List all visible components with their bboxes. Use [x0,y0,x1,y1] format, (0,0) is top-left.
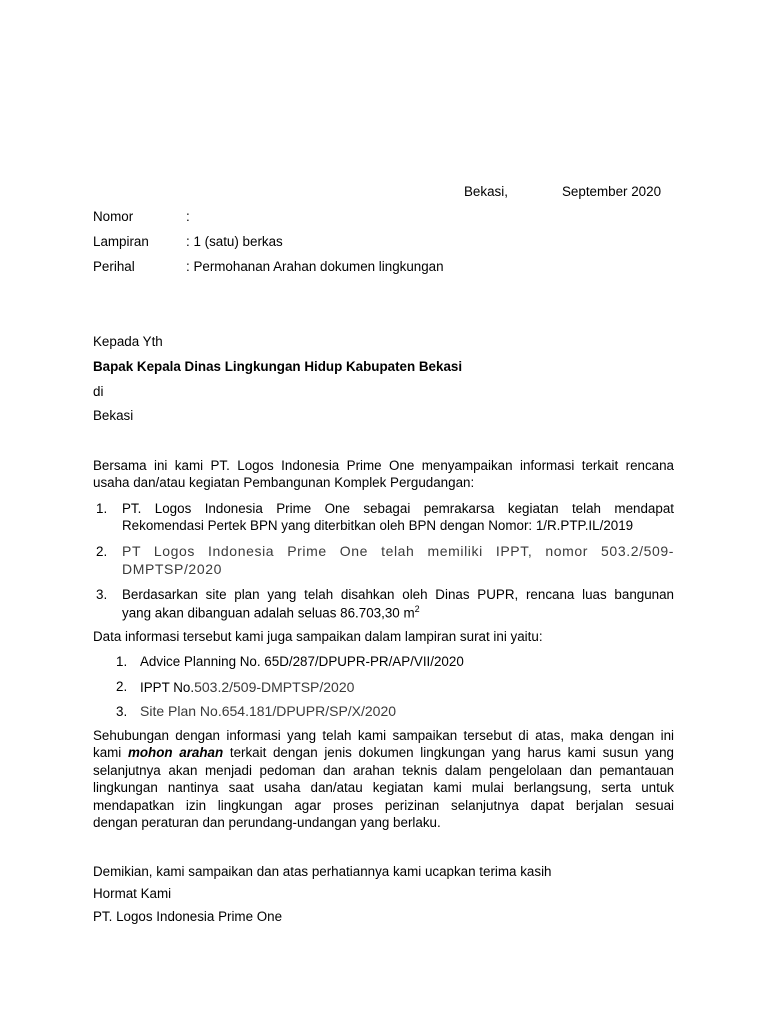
attachment-number: 1. [116,654,128,669]
perihal-value: : Permohanan Arahan dokumen lingkungan [186,259,444,274]
mohon-arahan-emphasis: mohon arahan [127,745,224,760]
attachment-2: IPPT No.503.2/509-DMPTSP/2020 [140,679,355,695]
recipient-city: Bekasi [93,408,134,423]
perihal-label: Perihal [93,259,135,274]
closing-line-1: Sehubungan dengan informasi yang telah kami sampaikan tersebut di atas, maka dengan ini [93,728,674,743]
attachment-1: Advice Planning No. 65D/287/DPUPR-PR/AP/VII/2020 [140,654,464,669]
attachment-number: 3. [116,704,128,719]
recipient-name: Bapak Kepala Dinas Lingkungan Hidup Kabupaten Bekasi [93,359,463,374]
intro-line-2: usaha dan/atau kegiatan Pembangunan Komplek Pergudangan: [93,475,475,490]
superscript-2: 2 [414,604,420,614]
point-number: 2. [96,544,108,559]
attachment-number: 2. [116,679,128,694]
recipient-di: di [93,384,104,399]
recipient-greeting: Kepada Yth [93,334,163,349]
signoff-thanks: Demikian, kami sampaikan dan atas perhatiannya kami ucapkan terima kasih [93,864,552,879]
attachments-intro: Data informasi tersebut kami juga sampaikan dalam lampiran surat ini yaitu: [93,629,543,644]
point-3-line-2: yang akan dibanguan adalah seluas 86.703,30 $m^2$ [122,604,420,621]
closing-line-4: lingkungan nantinya saat usaha dan/atau kegiatan kami mulai berlangsung, serta untuk [93,780,674,795]
point-number: 1. [96,501,108,516]
point-2-line-2: DMPTSP/2020 [122,561,222,577]
point-1-line-1: PT. Logos Indonesia Prime One sebagai pemrakarsa kegiatan telah mendapat [122,501,674,516]
lampiran-value: : 1 (satu) berkas [186,234,283,249]
closing-line-6: dengan peraturan dan perundang-undangan yang berlaku. [93,815,441,830]
point-1-line-2: Rekomendasi Pertek BPN yang diterbitkan oleh BPN dengan Nomor: 1/R.PTP.IL/2019 [122,518,634,533]
letter-place: Bekasi, [464,184,508,199]
attachment-3: Site Plan No.654.181/DPUPR/SP/X/2020 [140,703,397,719]
intro-line-1: Bersama ini kami PT. Logos Indonesia Prime One menyampaikan informasi terkait rencana [93,458,674,473]
signoff-hormat: Hormat Kami [93,886,172,901]
point-3-line-1: Berdasarkan site plan yang telah disahkan oleh Dinas PUPR, rencana luas bangunan [122,587,674,602]
nomor-value: : [186,209,190,224]
closing-line-3: selanjutnya akan menjadi pedoman dan arahan teknis dalam pengelolaan dan pemantauan [93,763,674,778]
nomor-label: Nomor [93,209,134,224]
letter-date: September 2020 [562,184,662,199]
lampiran-label: Lampiran [93,234,149,249]
point-2-line-1: PT Logos Indonesia Prime One telah memiliki IPPT, nomor 503.2/509- [122,543,674,559]
signoff-company: PT. Logos Indonesia Prime One [93,909,283,924]
point-number: 3. [96,587,108,602]
closing-line-2: kami mohon arahan terkait dengan jenis dokumen lingkungan yang harus kami susun yang [93,745,675,760]
closing-line-5: mendapatkan izin lingkungan agar proses perizinan selanjutnya dapat berjalan sesuai [93,798,674,813]
